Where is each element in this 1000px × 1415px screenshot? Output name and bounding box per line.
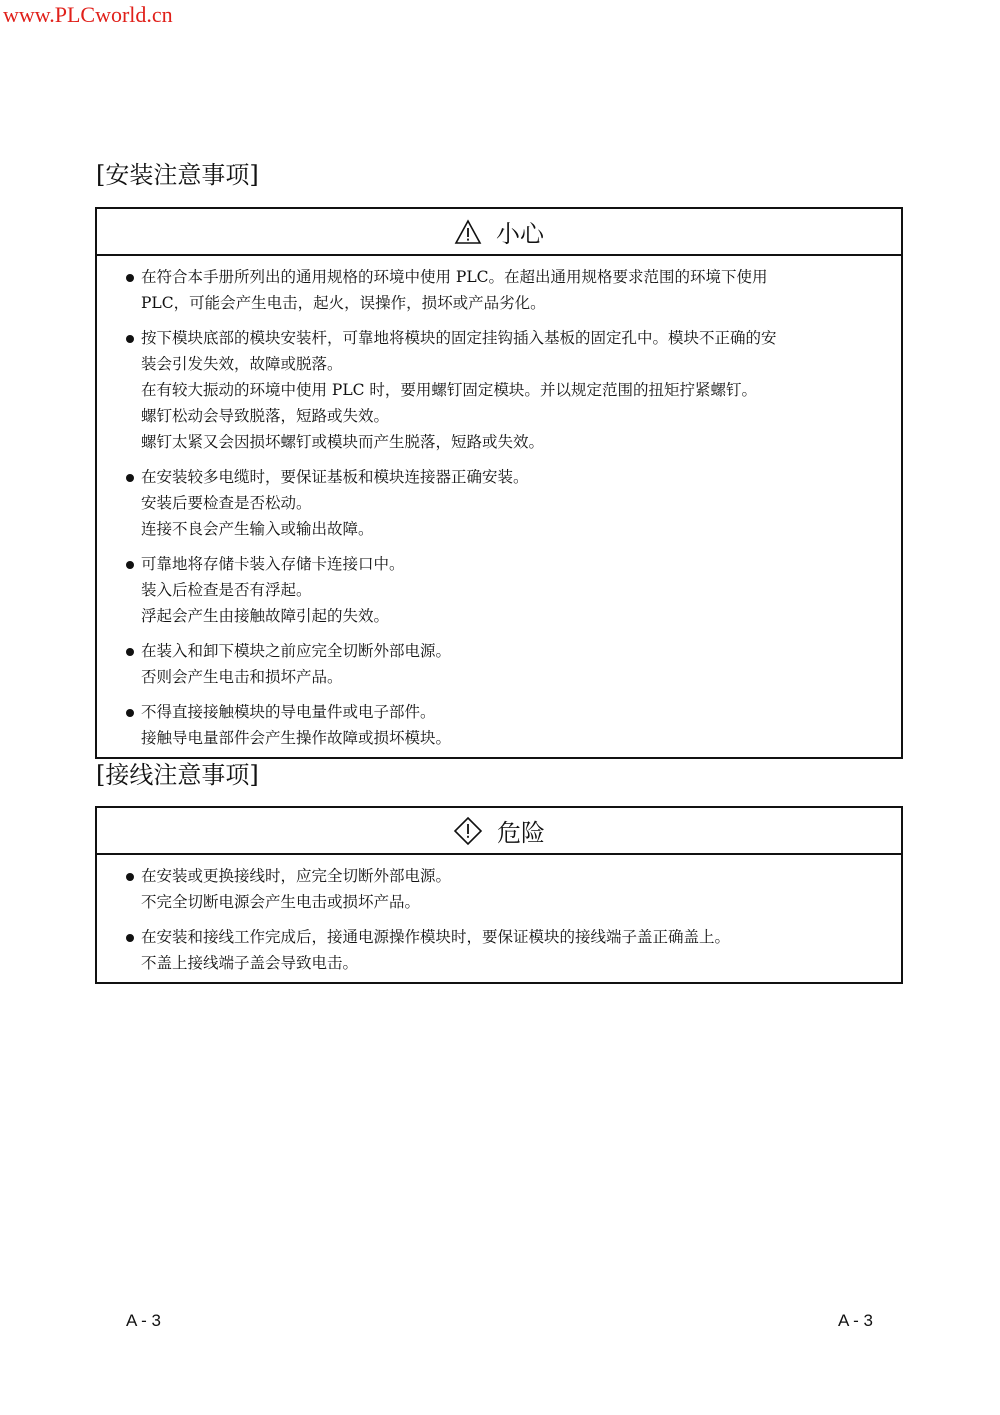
list-item bbox=[97, 638, 901, 690]
bullet-icon bbox=[126, 648, 134, 656]
bullet-icon bbox=[126, 934, 134, 942]
watermark-url: www.PLCworld.cn bbox=[3, 2, 173, 27]
item-line: 装会引发失效，故障或脱落。 bbox=[141, 355, 343, 373]
bullet-icon bbox=[126, 474, 134, 482]
warning-triangle-icon bbox=[454, 219, 482, 245]
item-line: 在符合本手册所列出的通用规格的环境中使用 PLC。在超出通用规格要求范围的环境下使用 bbox=[141, 268, 768, 286]
item-line: 否则会产生电击和损坏产品。 bbox=[141, 668, 343, 686]
list-item bbox=[97, 863, 901, 915]
bullet-icon bbox=[126, 335, 134, 343]
list-item bbox=[97, 264, 901, 316]
bracket-open: [ bbox=[96, 761, 106, 789]
item-line: 螺钉太紧又会因损坏螺钉或模块而产生脱落，短路或失效。 bbox=[141, 433, 545, 451]
item-line: 接触导电量部件会产生操作故障或损坏模块。 bbox=[141, 729, 452, 747]
danger-box bbox=[95, 806, 903, 984]
wiring-heading-text: 接线注意事项 bbox=[105, 761, 250, 789]
list-item bbox=[97, 924, 901, 976]
bullet-icon bbox=[126, 274, 134, 282]
caution-header bbox=[97, 209, 901, 256]
item-line: 在安装或更换接线时，应完全切断外部电源。 bbox=[141, 867, 452, 885]
list-item bbox=[97, 325, 901, 455]
item-line: 螺钉松动会导致脱落，短路或失效。 bbox=[141, 407, 390, 425]
item-line: 按下模块底部的模块安装杆，可靠地将模块的固定挂钩插入基板的固定孔中。模块不正确的安 bbox=[141, 329, 777, 347]
danger-diamond-icon bbox=[453, 816, 483, 846]
bullet-icon bbox=[126, 561, 134, 569]
item-line: 在装入和卸下模块之前应完全切断外部电源。 bbox=[141, 642, 452, 660]
install-section-heading bbox=[96, 160, 259, 190]
bracket-close: ] bbox=[249, 161, 259, 189]
danger-body bbox=[97, 855, 901, 982]
item-line: 不得直接接触模块的导电量件或电子部件。 bbox=[141, 703, 436, 721]
caution-box bbox=[95, 207, 903, 759]
item-line: 浮起会产生由接触故障引起的失效。 bbox=[141, 607, 390, 625]
danger-label: 危险 bbox=[497, 819, 545, 847]
list-item bbox=[97, 699, 901, 751]
item-line: 连接不良会产生输入或输出故障。 bbox=[141, 520, 374, 538]
bullet-icon bbox=[126, 873, 134, 881]
item-line: 在安装较多电缆时，要保证基板和模块连接器正确安装。 bbox=[141, 468, 529, 486]
item-line: 装入后检查是否有浮起。 bbox=[141, 581, 312, 599]
item-line: 在安装和接线工作完成后，接通电源操作模块时，要保证模块的接线端子盖正确盖上。 bbox=[141, 928, 731, 946]
page-number-left: A - 3 bbox=[126, 1311, 161, 1330]
install-heading-text: 安装注意事项 bbox=[105, 161, 250, 189]
bullet-icon bbox=[126, 709, 134, 717]
caution-label: 小心 bbox=[496, 220, 544, 248]
item-line: PLC，可能会产生电击，起火，误操作，损坏或产品劣化。 bbox=[141, 294, 546, 312]
bracket-open: [ bbox=[96, 161, 106, 189]
item-line: 安装后要检查是否松动。 bbox=[141, 494, 312, 512]
item-line: 不盖上接线端子盖会导致电击。 bbox=[141, 954, 359, 972]
bracket-close: ] bbox=[249, 761, 259, 789]
item-line: 可靠地将存储卡装入存储卡连接口中。 bbox=[141, 555, 405, 573]
list-item bbox=[97, 464, 901, 542]
caution-body bbox=[97, 256, 901, 757]
item-line: 不完全切断电源会产生电击或损坏产品。 bbox=[141, 893, 421, 911]
list-item bbox=[97, 551, 901, 629]
danger-header bbox=[97, 808, 901, 855]
wiring-section-heading bbox=[96, 760, 259, 790]
page-number-right: A - 3 bbox=[838, 1311, 873, 1330]
item-line: 在有较大振动的环境中使用 PLC 时，要用螺钉固定模块。并以规定范围的扭矩拧紧螺钉。 bbox=[141, 381, 757, 399]
